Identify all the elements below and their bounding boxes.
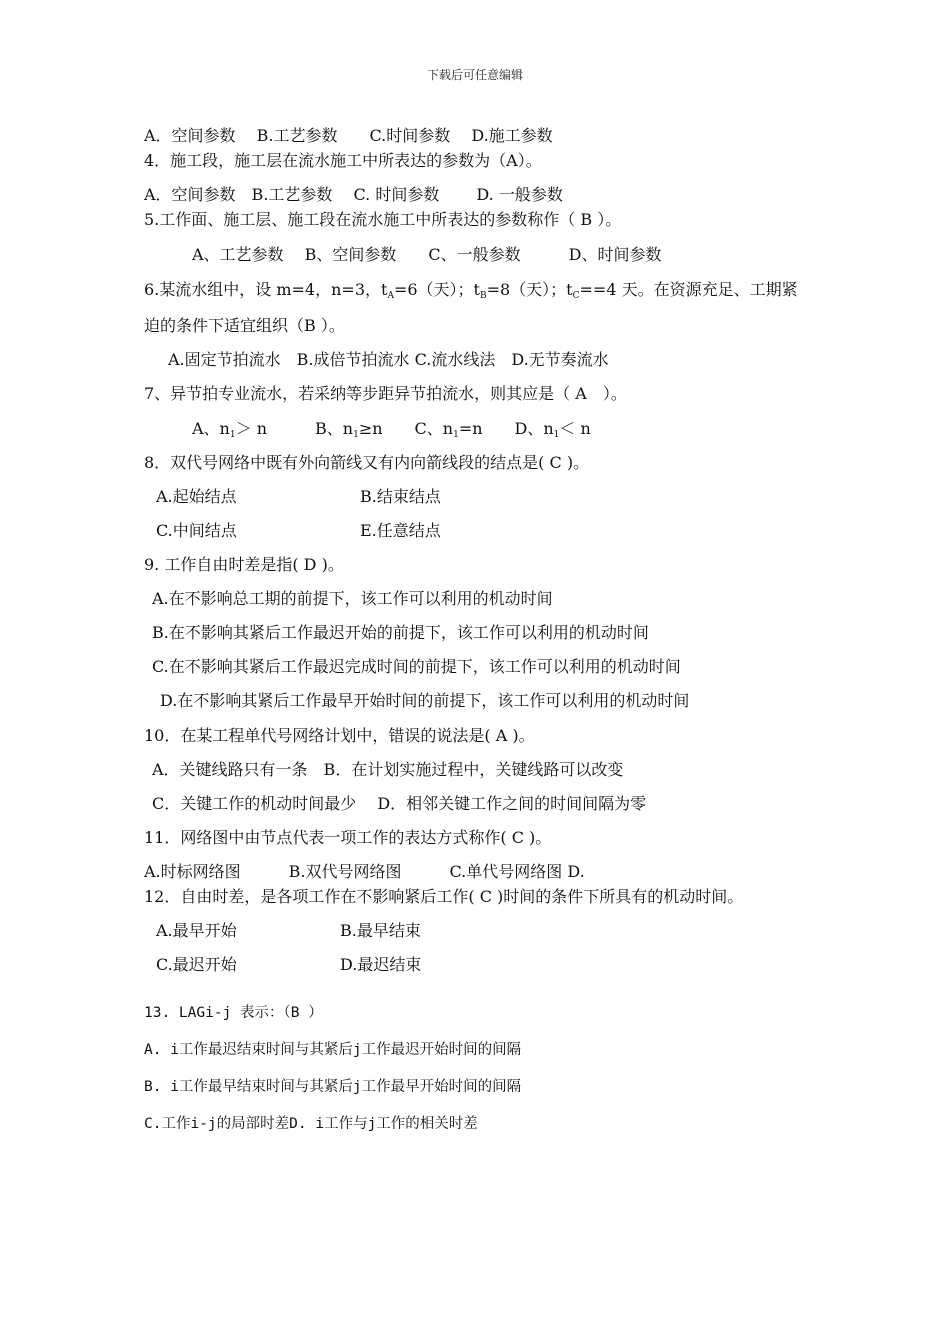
- q6-question-line2: 迫的条件下适宜组织（B ）。: [144, 316, 345, 335]
- q7-question: 7、异节拍专业流水，若采纳等步距异节拍流水，则其应是（ A ）。: [144, 384, 627, 403]
- q13-option-a: A. i工作最迟结束时间与其紧后j工作最迟开始时间的间隔: [144, 1042, 522, 1058]
- q6-question-line1: 6.某流水组中，设 m=4，n=3，$t_A=6$（天）；$t_B=8$（天）；$t_C==4$ 天。在资源充足、工期紧: [144, 280, 798, 301]
- q10-options-cd: C．关键工作的机动时间最少 D．相邻关键工作之间的时间间隔为零: [152, 794, 647, 813]
- q12-question: 12．自由时差，是各项工作在不影响紧后工作( C )时间的条件下所具有的机动时间。: [144, 887, 744, 906]
- q13-option-b: B. i工作最早结束时间与其紧后j工作最早开始时间的间隔: [144, 1079, 522, 1095]
- q7-options: A、$n_1> n$ B、$n_1\ge n$ C、$n_1=n$ D、$n_1< n$: [192, 419, 591, 440]
- q13-question: 13. LAGi-j 表示：（B ）: [144, 1005, 323, 1021]
- q8-option-a: A.起始结点: [156, 487, 237, 506]
- q12-option-d: D.最迟结束: [340, 955, 422, 974]
- q12-option-a: A.最早开始: [156, 921, 237, 940]
- q13-options-cd: C.工作i-j的局部时差D. i工作与j工作的相关时差: [144, 1116, 478, 1132]
- q4-question: 4．施工段，施工层在流水施工中所表达的参数为（A）。: [144, 151, 542, 170]
- q9-question: 9. 工作自由时差是指( D )。: [144, 555, 344, 574]
- q8-option-c: C.中间结点: [156, 521, 237, 540]
- q12-option-b: B.最早结束: [340, 921, 421, 940]
- q9-option-a: A.在不影响总工期的前提下，该工作可以利用的机动时间: [152, 589, 553, 608]
- q12-option-c: C.最迟开始: [156, 955, 237, 974]
- q10-question: 10．在某工程单代号网络计划中，错误的说法是( A )。: [144, 726, 535, 745]
- page-header: 下载后可任意编辑: [426, 68, 523, 82]
- q11-question: 11．网络图中由节点代表一项工作的表达方式称作( C )。: [144, 828, 552, 847]
- q11-options: A.时标网络图 B.双代号网络图 C.单代号网络图 D.: [144, 862, 585, 881]
- q5-question: 5.工作面、施工层、施工段在流水施工中所表达的参数称作（ B ）。: [144, 210, 622, 229]
- q6-options: A.固定节拍流水 B.成倍节拍流水 C.流水线法 D.无节奏流水: [168, 350, 609, 369]
- q4-options: A．空间参数 B.工艺参数 C. 时间参数 D. 一般参数: [144, 185, 563, 204]
- q5-options: A、工艺参数 B、空间参数 C、一般参数 D、时间参数: [192, 245, 662, 264]
- q9-option-d: D.在不影响其紧后工作最早开始时间的前提下，该工作可以利用的机动时间: [160, 691, 690, 710]
- q8-option-e: E.任意结点: [360, 521, 441, 540]
- q10-options-ab: A．关键线路只有一条 B．在计划实施过程中，关键线路可以改变: [152, 760, 624, 779]
- q9-option-c: C.在不影响其紧后工作最迟完成时间的前提下，该工作可以利用的机动时间: [152, 657, 681, 676]
- q3-options: A．空间参数 B.工艺参数 C.时间参数 D.施工参数: [144, 126, 553, 145]
- q8-question: 8．双代号网络中既有外向箭线又有内向箭线段的结点是( C )。: [144, 453, 590, 472]
- q9-option-b: B.在不影响其紧后工作最迟开始的前提下，该工作可以利用的机动时间: [152, 623, 649, 642]
- q8-option-b: B.结束结点: [360, 487, 441, 506]
